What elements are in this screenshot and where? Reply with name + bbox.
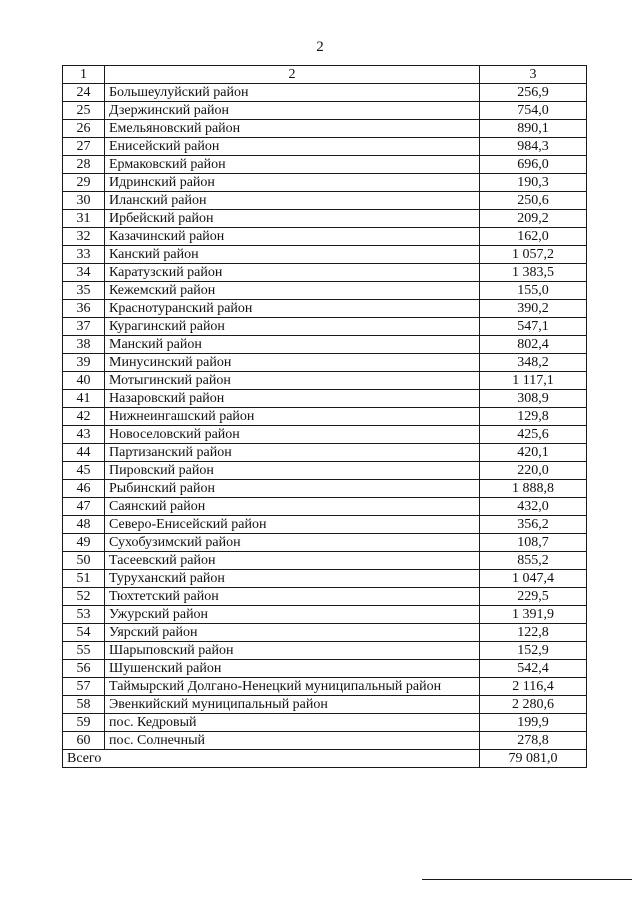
- row-district-name: Уярский район: [105, 624, 480, 642]
- table-row: [63, 534, 587, 552]
- row-district-name: Тасеевский район: [105, 552, 480, 570]
- row-number: 40: [63, 372, 105, 390]
- row-value: 162,0: [480, 228, 587, 246]
- row-number: 27: [63, 138, 105, 156]
- row-number: 30: [63, 192, 105, 210]
- row-district-name: Тюхтетский район: [105, 588, 480, 606]
- table-row: [63, 606, 587, 624]
- row-district-name: Казачинский район: [105, 228, 480, 246]
- row-district-name: Емельяновский район: [105, 120, 480, 138]
- table-row: [63, 570, 587, 588]
- row-value: 155,0: [480, 282, 587, 300]
- row-value: 256,9: [480, 84, 587, 102]
- total-value: 79 081,0: [480, 750, 587, 768]
- table-row: [63, 156, 587, 174]
- row-number: 31: [63, 210, 105, 228]
- table-row: [63, 732, 587, 750]
- table-row: [63, 498, 587, 516]
- row-value: 890,1: [480, 120, 587, 138]
- row-district-name: Северо-Енисейский район: [105, 516, 480, 534]
- row-district-name: Кежемский район: [105, 282, 480, 300]
- row-district-name: Ирбейский район: [105, 210, 480, 228]
- row-value: 390,2: [480, 300, 587, 318]
- row-district-name: Пировский район: [105, 462, 480, 480]
- row-district-name: Эвенкийский муниципальный район: [105, 696, 480, 714]
- table-row: [63, 210, 587, 228]
- page-number: 2: [316, 39, 324, 55]
- table-row: [63, 444, 587, 462]
- table-body: [63, 84, 587, 750]
- table-row: [63, 678, 587, 696]
- row-value: 348,2: [480, 354, 587, 372]
- column-header-value: 3: [480, 66, 587, 84]
- row-district-name: Новоселовский район: [105, 426, 480, 444]
- row-number: 46: [63, 480, 105, 498]
- column-header-name: 2: [105, 66, 480, 84]
- row-value: 432,0: [480, 498, 587, 516]
- table-row: [63, 102, 587, 120]
- row-number: 44: [63, 444, 105, 462]
- row-district-name: Шушенский район: [105, 660, 480, 678]
- row-district-name: Дзержинский район: [105, 102, 480, 120]
- table-row: [63, 300, 587, 318]
- row-value: 278,8: [480, 732, 587, 750]
- allocation-table: [62, 65, 587, 768]
- table-row: [63, 246, 587, 264]
- row-value: 209,2: [480, 210, 587, 228]
- row-number: 59: [63, 714, 105, 732]
- row-district-name: Енисейский район: [105, 138, 480, 156]
- table-row: [63, 426, 587, 444]
- table-row: [63, 642, 587, 660]
- row-number: 26: [63, 120, 105, 138]
- row-district-name: Сухобузимский район: [105, 534, 480, 552]
- row-district-name: Таймырский Долгано-Ненецкий муниципальный район: [105, 678, 480, 696]
- row-value: 1 888,8: [480, 480, 587, 498]
- row-number: 55: [63, 642, 105, 660]
- row-value: 308,9: [480, 390, 587, 408]
- row-district-name: Каратузский район: [105, 264, 480, 282]
- row-number: 56: [63, 660, 105, 678]
- row-value: 425,6: [480, 426, 587, 444]
- row-number: 49: [63, 534, 105, 552]
- row-number: 38: [63, 336, 105, 354]
- row-number: 48: [63, 516, 105, 534]
- table-row: [63, 318, 587, 336]
- row-value: 1 057,2: [480, 246, 587, 264]
- row-value: 220,0: [480, 462, 587, 480]
- row-district-name: Ужурский район: [105, 606, 480, 624]
- table-row: [63, 84, 587, 102]
- row-district-name: Партизанский район: [105, 444, 480, 462]
- row-district-name: Мотыгинский район: [105, 372, 480, 390]
- table-row: [63, 120, 587, 138]
- row-value: 802,4: [480, 336, 587, 354]
- row-number: 34: [63, 264, 105, 282]
- row-district-name: Минусинский район: [105, 354, 480, 372]
- row-number: 39: [63, 354, 105, 372]
- row-value: 229,5: [480, 588, 587, 606]
- row-value: 250,6: [480, 192, 587, 210]
- row-district-name: Саянский район: [105, 498, 480, 516]
- table-row: [63, 408, 587, 426]
- row-value: 2 280,6: [480, 696, 587, 714]
- row-district-name: Большеулуйский район: [105, 84, 480, 102]
- row-number: 54: [63, 624, 105, 642]
- table-row: [63, 588, 587, 606]
- row-number: 51: [63, 570, 105, 588]
- row-value: 1 117,1: [480, 372, 587, 390]
- row-value: 1 391,9: [480, 606, 587, 624]
- row-value: 420,1: [480, 444, 587, 462]
- row-district-name: Канский район: [105, 246, 480, 264]
- row-value: 152,9: [480, 642, 587, 660]
- row-number: 42: [63, 408, 105, 426]
- row-value: 356,2: [480, 516, 587, 534]
- row-number: 41: [63, 390, 105, 408]
- row-district-name: Идринский район: [105, 174, 480, 192]
- row-value: 855,2: [480, 552, 587, 570]
- row-district-name: Туруханский район: [105, 570, 480, 588]
- table-row: [63, 714, 587, 732]
- table-row: [63, 552, 587, 570]
- table-row: [63, 336, 587, 354]
- total-label: Всего: [63, 750, 480, 768]
- table-row: [63, 174, 587, 192]
- row-number: 32: [63, 228, 105, 246]
- table-row: [63, 264, 587, 282]
- table-row: [63, 138, 587, 156]
- row-district-name: Курагинский район: [105, 318, 480, 336]
- row-value: 1 383,5: [480, 264, 587, 282]
- row-value: 547,1: [480, 318, 587, 336]
- table-row: [63, 696, 587, 714]
- row-value: 1 047,4: [480, 570, 587, 588]
- row-number: 50: [63, 552, 105, 570]
- row-value: 108,7: [480, 534, 587, 552]
- table-row: [63, 660, 587, 678]
- footer-rule: [422, 879, 632, 880]
- table-row: [63, 192, 587, 210]
- row-district-name: Иланский район: [105, 192, 480, 210]
- row-value: 122,8: [480, 624, 587, 642]
- row-value: 2 116,4: [480, 678, 587, 696]
- table-row: [63, 624, 587, 642]
- row-value: 696,0: [480, 156, 587, 174]
- row-number: 58: [63, 696, 105, 714]
- row-number: 37: [63, 318, 105, 336]
- row-value: 542,4: [480, 660, 587, 678]
- table-row: [63, 372, 587, 390]
- row-number: 47: [63, 498, 105, 516]
- row-number: 24: [63, 84, 105, 102]
- row-district-name: пос. Солнечный: [105, 732, 480, 750]
- row-value: 199,9: [480, 714, 587, 732]
- table-row: [63, 282, 587, 300]
- row-number: 36: [63, 300, 105, 318]
- row-value: 129,8: [480, 408, 587, 426]
- row-district-name: Шарыповский район: [105, 642, 480, 660]
- table-row: [63, 516, 587, 534]
- column-header-number: 1: [63, 66, 105, 84]
- row-number: 60: [63, 732, 105, 750]
- row-number: 45: [63, 462, 105, 480]
- row-district-name: Назаровский район: [105, 390, 480, 408]
- row-number: 35: [63, 282, 105, 300]
- table-row: [63, 354, 587, 372]
- row-number: 25: [63, 102, 105, 120]
- row-district-name: Манский район: [105, 336, 480, 354]
- row-number: 53: [63, 606, 105, 624]
- row-district-name: Нижнеингашский район: [105, 408, 480, 426]
- row-number: 33: [63, 246, 105, 264]
- table-header-row: [63, 66, 587, 84]
- table-row: [63, 462, 587, 480]
- row-number: 43: [63, 426, 105, 444]
- table-row: [63, 480, 587, 498]
- row-number: 29: [63, 174, 105, 192]
- row-number: 57: [63, 678, 105, 696]
- row-value: 190,3: [480, 174, 587, 192]
- row-value: 754,0: [480, 102, 587, 120]
- row-district-name: пос. Кедровый: [105, 714, 480, 732]
- table-row: [63, 228, 587, 246]
- row-number: 52: [63, 588, 105, 606]
- row-district-name: Краснотуранский район: [105, 300, 480, 318]
- total-row: [63, 750, 587, 768]
- table-row: [63, 390, 587, 408]
- row-district-name: Ермаковский район: [105, 156, 480, 174]
- row-value: 984,3: [480, 138, 587, 156]
- row-number: 28: [63, 156, 105, 174]
- row-district-name: Рыбинский район: [105, 480, 480, 498]
